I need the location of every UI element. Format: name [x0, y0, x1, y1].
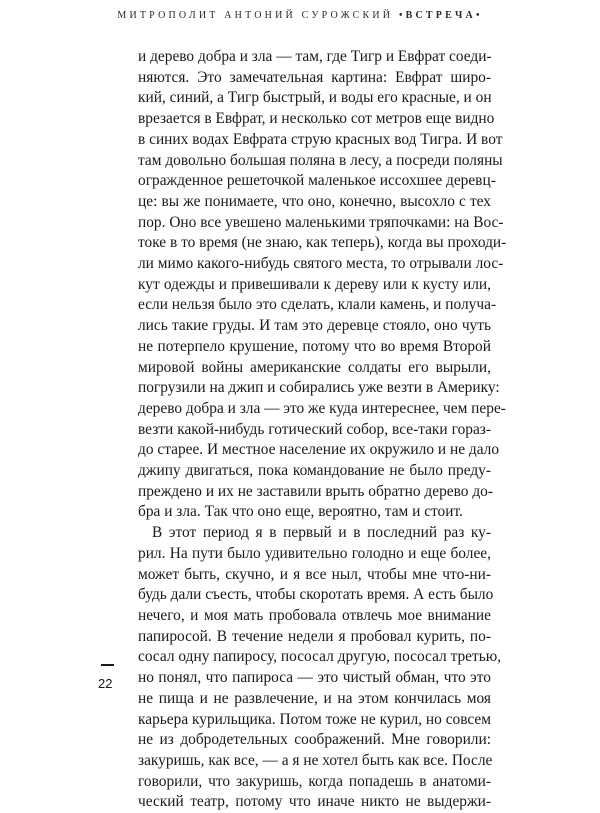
text-line: не пища и не развлечение, и на этом кончилась моя: [138, 689, 491, 707]
text-line: кий, синий, а Тигр быстрый, и воды его красные, и он: [138, 89, 492, 107]
text-line: не из добродетельных соображений. Мне говорили:: [138, 731, 491, 749]
text-line: огражденное решеточкой маленькое иссохшее деревц-: [138, 172, 496, 190]
text-line: и дерево добра и зла — там, где Тигр и Евфрат соеди-: [138, 48, 492, 65]
text-line: бра и зла. Так что оно еще, вероятно, там и стоит.: [138, 503, 463, 521]
text-line: пор. Оно все увешено маленькими тряпочками: на Вос-: [138, 213, 504, 231]
text-line: мировой войны американские солдаты его вырыли,: [138, 358, 491, 376]
text-line: погрузили на джип и собирались уже везти в Америку:: [138, 379, 500, 397]
text-line: дерево добра и зла — это же куда интереснее, чем пере-: [138, 399, 506, 417]
text-line: ли мимо какого-нибудь святого места, то отрывали лос-: [138, 255, 504, 273]
text-line: сосал одну папиросу, пососал другую, пососал третью,: [138, 648, 502, 666]
text-line: может быть, скучно, и я все ныл, чтобы мне что-ни-: [138, 565, 491, 583]
text-line: В этот период я в первый и в последний раз ку-: [152, 524, 491, 542]
text-line: не потерпело крушение, потому что во время Второй: [138, 337, 491, 355]
text-line: кут одежды и привешивали к дереву или к кусту или,: [138, 275, 491, 293]
header-book-title: •ВСТРЕЧА•: [398, 10, 483, 21]
text-line: джипу двигаться, пока командование не было преду-: [138, 462, 491, 480]
running-header: [0, 10, 600, 21]
text-line: лись такие груды. И там это деревце стояло, оно чуть: [138, 317, 491, 335]
text-line: преждено и их не заставили врыть обратно дерево до-: [138, 482, 493, 500]
page-number: 22: [98, 676, 113, 691]
text-line: врезается в Евфрат, и несколько сот метров еще видно: [138, 110, 495, 128]
text-line: в синих водах Евфрата струю красных вод Тигра. И вот: [138, 130, 503, 148]
text-line: говорили, что закуришь, когда попадешь в анатоми-: [138, 772, 491, 790]
text-line: будь дали съесть, чтобы скоротать время. А есть было: [138, 586, 494, 604]
text-line: если нельзя было это сделать, клали камень, и получа-: [138, 296, 497, 314]
text-line: закуришь, как все, — а я не хотел быть как все. После: [138, 751, 493, 769]
text-line: рил. На пути было удивительно голодно и еще более,: [138, 544, 491, 562]
text-line: папиросой. В течение недели я пробовал курить, по-: [138, 627, 491, 645]
header-author: МИТРОПОЛИТ АНТОНИЙ СУРОЖСКИЙ: [117, 10, 394, 21]
text-line: карьера курильщика. Потом тоже не курил, но совсем: [138, 710, 491, 728]
text-line: токе в то время (не знаю, как теперь), когда вы проходи-: [138, 234, 507, 252]
text-line: це: вы же понимаете, что оно, конечно, высохло с тех: [138, 192, 491, 210]
text-line: до старее. И местное население их окружило и не дало: [138, 441, 500, 459]
folio-dash: [101, 664, 114, 666]
body-text: [138, 47, 507, 813]
text-line: няются. Это замечательная картина: Евфрат широ-: [138, 68, 491, 86]
text-line: ческий театр, потому что иначе никто не выдержи-: [138, 793, 491, 811]
text-line: там довольно большая поляна в лесу, а посреди поляны: [138, 151, 503, 169]
text-line: но понял, что папироса — это чистый обман, что это: [138, 669, 491, 687]
text-line: везти какой-нибудь готический собор, все-таки гораз-: [138, 420, 491, 438]
text-line: нечего, и моя мать пробовала отвлечь мое внимание: [138, 606, 491, 624]
